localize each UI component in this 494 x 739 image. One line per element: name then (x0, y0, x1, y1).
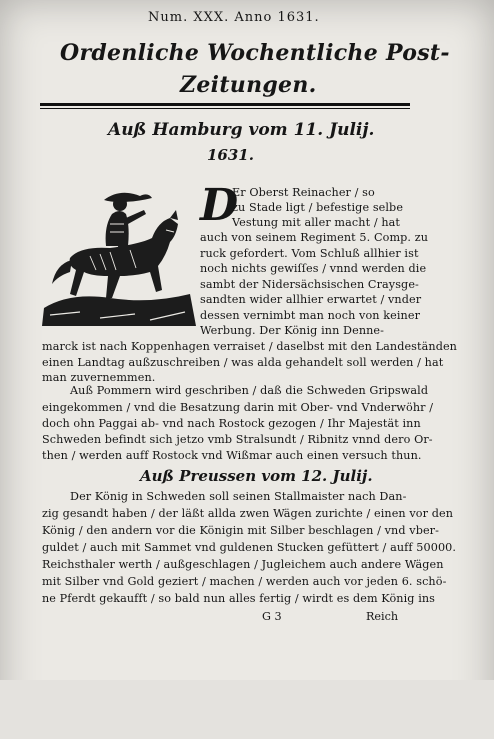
text-line: marck ist nach Koppenhagen verraiset / daselbst mit den Landeständen (42, 340, 457, 353)
text-line: ne Pferdt gekaufft / so bald nun alles fertig / wirdt es dem König ins (42, 592, 436, 605)
text-line: Auß Pommern wird geschriben / daß die Schweden Gripswald (70, 384, 429, 397)
decorated-initial: D (200, 180, 239, 231)
page-margin-bottom (0, 680, 494, 739)
text-line: auch von seinem Regiment 5. Comp. zu (200, 231, 429, 244)
masthead-title-line1: Ordenliche Wochentliche Post- (60, 40, 450, 66)
text-line: einen Landtag außzuschreiben / was alda gehandelt soll werden / hat (42, 356, 444, 369)
text-line: zig gesandt haben / der läßt allda zwen Wägen zurichte / einen vor den (42, 507, 454, 520)
text-line: Er Oberst Reinacher / so (232, 186, 375, 199)
section-heading-preussen: Auß Preussen vom 12. Julij. (140, 467, 373, 485)
text-line: then / werden auff Rostock vnd Wißmar auch einen versuch thun. (42, 449, 422, 462)
text-line: Reichsthaler werth / außgeschlagen / Jugleichem auch andere Wägen (42, 558, 444, 571)
text-line: Vestung mit aller macht / hat (232, 216, 401, 229)
masthead-rule-thick (40, 103, 410, 106)
signature-mark: G 3 (262, 610, 282, 623)
issue-number: Num. XXX. Anno 1631. (148, 10, 320, 25)
horseman-woodcut-image (40, 180, 198, 330)
masthead-title-line2: Zeitungen. (180, 72, 317, 98)
text-line: guldet / auch mit Sammet vnd guldenen Stucken gefüttert / auff 50000. (42, 541, 457, 554)
text-line: sandten wider allhier erwartet / vnder (200, 293, 422, 306)
section-heading-hamburg: Auß Hamburg vom 11. Julij. (108, 120, 375, 140)
text-line: zu Stade ligt / befestige selbe (232, 201, 404, 214)
text-line: Werbung. Der König inn Denne- (200, 324, 385, 337)
text-line: man zuvernemmen. (42, 371, 156, 384)
text-line: Schweden befindt sich jetzo vmb Stralsundt / Ribnitz vnnd dero Or- (42, 433, 433, 446)
text-line: eingekommen / vnd die Besatzung darin mit Ober- vnd Vnderwöhr / (42, 401, 434, 414)
text-line: ruck gefordert. Vom Schluß allhier ist (200, 247, 419, 260)
text-line: noch nichts gewiſſes / vnnd werden die (200, 262, 427, 275)
masthead-rule-thin (40, 108, 410, 109)
text-line: mit Silber vnd Gold geziert / machen / werden auch vor jeden 6. schö- (42, 575, 447, 588)
text-line: doch ohn Paggai ab- vnd nach Rostock gezogen / Ihr Majestät inn (42, 417, 421, 430)
text-line: Der König in Schweden soll seinen Stallmaister nach Dan- (70, 490, 407, 503)
text-line: sambt der Nidersächsischen Craysge- (200, 278, 419, 291)
section-heading-year: 1631. (207, 146, 254, 164)
text-line: dessen vernimbt man noch von keiner (200, 309, 421, 322)
text-line: König / den andern vor die Königin mit Silber beschlagen / vnd vber- (42, 524, 440, 537)
catchword: Reich (366, 610, 399, 623)
